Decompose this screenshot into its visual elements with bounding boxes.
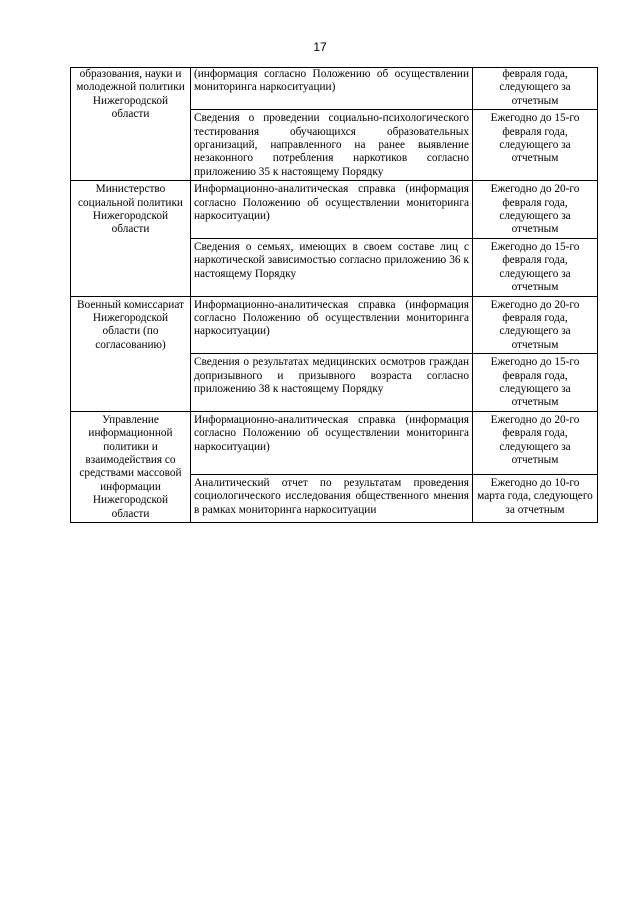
- table-row: [71, 296, 598, 354]
- page-number: 17: [313, 40, 327, 54]
- deadline-cell: Ежегодно до 15-го февраля года, следующего за отчетным: [473, 354, 598, 412]
- document-cell: Аналитический отчет по результатам проведения социологического исследования общественного мнения в рамках мониторинга наркоситуации: [191, 474, 473, 522]
- table-row: [71, 68, 598, 110]
- deadline-cell: Ежегодно до 10-го марта года, следующего за отчетным: [473, 474, 598, 522]
- table-row: [71, 411, 598, 474]
- document-cell: (информация согласно Положению об осуществлении мониторинга наркоситуации): [191, 68, 473, 110]
- deadline-cell: Ежегодно до 20-го февраля года, следующего за отчетным: [473, 296, 598, 354]
- document-cell: Информационно-аналитическая справка (информация согласно Положению об осуществлении мониторинга наркоситуации): [191, 296, 473, 354]
- document-cell: Сведения о семьях, имеющих в своем составе лиц с наркотической зависимостью согласно приложению 36 к настоящему Порядку: [191, 238, 473, 296]
- table-row: [71, 181, 598, 239]
- deadline-cell: Ежегодно до 20-го февраля года, следующего за отчетным: [473, 411, 598, 474]
- organization-cell: Военный комиссариат Нижегородской области (по согласованию): [71, 296, 191, 411]
- document-cell: Информационно-аналитическая справка (информация согласно Положению об осуществлении мониторинга наркоситуации): [191, 181, 473, 239]
- organization-cell: Министерство социальной политики Нижегородской области: [71, 181, 191, 296]
- document-cell: Сведения о проведении социально-психологического тестирования обучающихся образовательных организаций, направленного на ранее выявление незаконного потребления наркотиков согласно приложению 35 к настоящему Порядку: [191, 110, 473, 181]
- monitoring-table: [70, 67, 598, 523]
- deadline-cell: Ежегодно до 15-го февраля года, следующего за отчетным: [473, 238, 598, 296]
- organization-cell: Управление информационной политики и взаимодействия со средствами массовой информации Нижегородской области: [71, 411, 191, 522]
- organization-cell: образования, науки и молодежной политики Нижегородской области: [71, 68, 191, 181]
- deadline-cell: Ежегодно до 15-го февраля года, следующего за отчетным: [473, 110, 598, 181]
- document-cell: Информационно-аналитическая справка (информация согласно Положению об осуществлении мониторинга наркоситуации): [191, 411, 473, 474]
- deadline-cell: февраля года, следующего за отчетным: [473, 68, 598, 110]
- document-cell: Сведения о результатах медицинских осмотров граждан допризывного и призывного возраста согласно приложению 38 к настоящему Порядку: [191, 354, 473, 412]
- deadline-cell: Ежегодно до 20-го февраля года, следующего за отчетным: [473, 181, 598, 239]
